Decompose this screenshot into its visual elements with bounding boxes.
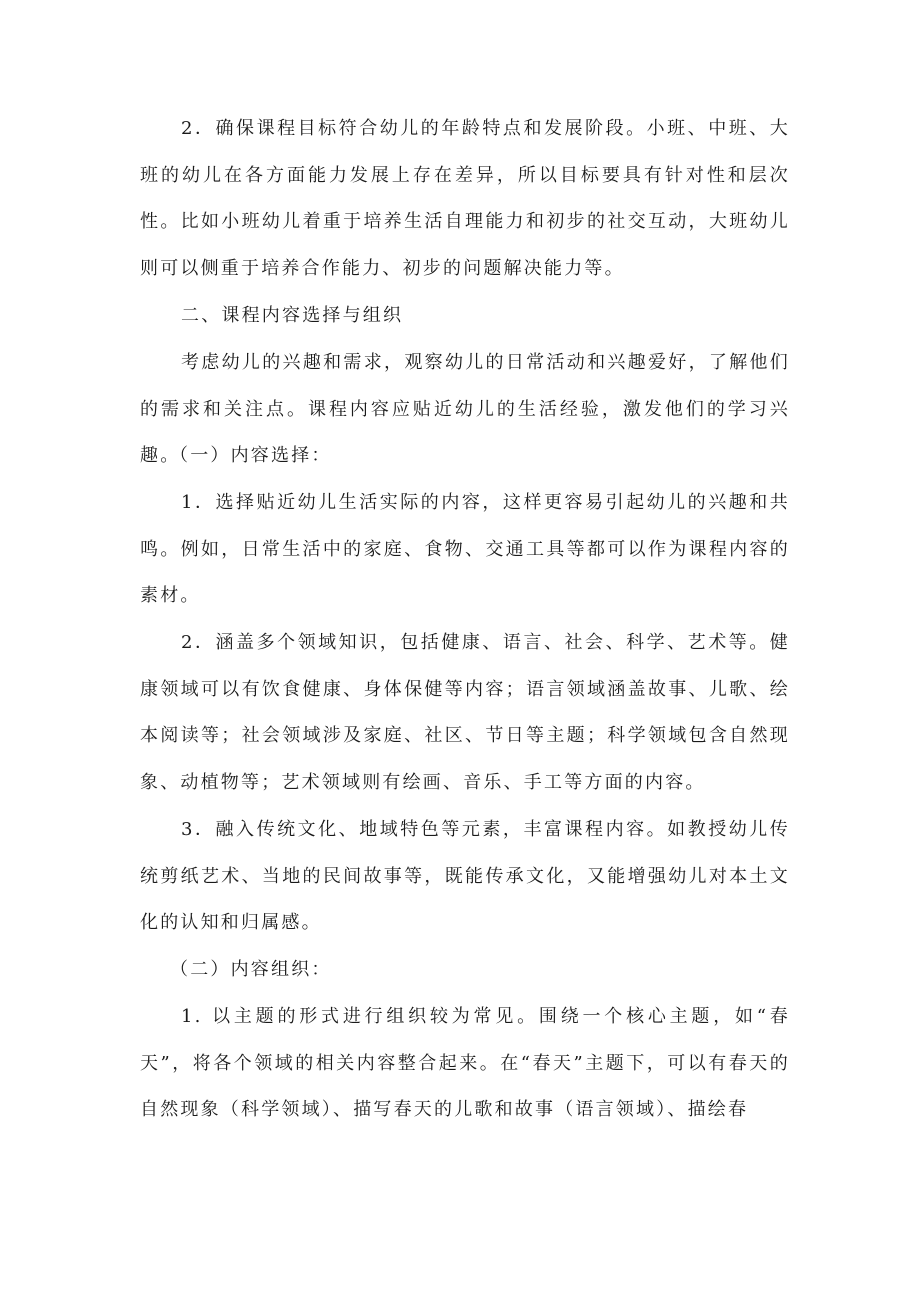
- paragraph-selection-3: 3．融入传统文化、地域特色等元素，丰富课程内容。如教授幼儿传统剪纸艺术、当地的民间故事等，既能传承文化，又能增强幼儿对本土文化的认知和归属感。: [140, 819, 790, 934]
- section-heading-content: 二、课程内容选择与组织: [181, 305, 404, 326]
- paragraph-selection-2: 2．涵盖多个领域知识，包括健康、语言、社会、科学、艺术等。健康领域可以有饮食健康、身体保健等内容；语言领域涵盖故事、儿歌、绘本阅读等；社会领域涉及家庭、社区、节日等主题；科学领域包含自然现象、动植物等；艺术领域则有绘画、音乐、手工等方面的内容。: [140, 632, 790, 793]
- subheading-content-organization: （二）内容组织：: [170, 959, 332, 980]
- paragraph-selection-1: 1．选择贴近幼儿生活实际的内容，这样更容易引起幼儿的兴趣和共鸣。例如，日常生活中的家庭、食物、交通工具等都可以作为课程内容的素材。: [140, 492, 790, 607]
- paragraph-organization-1: 1. 以主题的形式进行组织较为常见。围绕一个核心主题，如“春天”，将各个领域的相关内容整合起来。在“春天”主题下，可以有春天的自然现象（科学领域）、描写春天的儿歌和故事（语言领域）、描绘春: [140, 1006, 790, 1121]
- paragraph-goal-2: 2．确保课程目标符合幼儿的年龄特点和发展阶段。小班、中班、大班的幼儿在各方面能力发展上存在差异，所以目标要具有针对性和层次性。比如小班幼儿着重于培养生活自理能力和初步的社交互动，大班幼儿则可以侧重于培养合作能力、初步的问题解决能力等。: [140, 118, 790, 279]
- paragraph-interests: 考虑幼儿的兴趣和需求，观察幼儿的日常活动和兴趣爱好，了解他们的需求和关注点。课程内容应贴近幼儿的生活经验，激发他们的学习兴趣。: [140, 352, 790, 467]
- subheading-content-selection: （一）内容选择：: [170, 445, 332, 466]
